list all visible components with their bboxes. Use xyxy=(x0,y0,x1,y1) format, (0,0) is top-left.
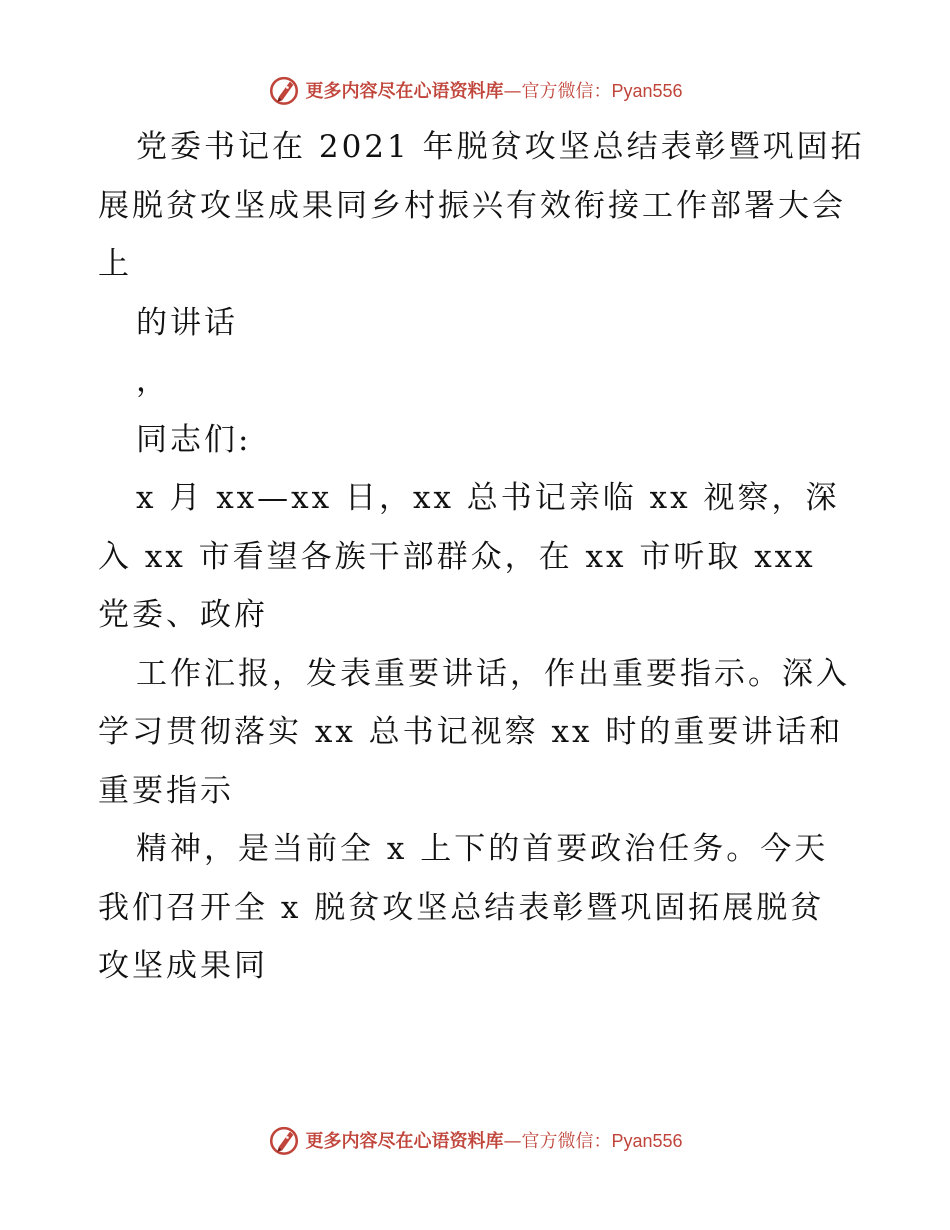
paragraph-line: 攻坚成果同 xyxy=(98,948,268,984)
paragraph-line: 我们召开全 x 脱贫攻坚总结表彰暨巩固拓展脱贫 xyxy=(98,889,825,926)
watermark-text xyxy=(305,1127,682,1153)
paragraph-line: 工作汇报，发表重要讲话，作出重要指示。深入 xyxy=(136,655,850,692)
footer-watermark-banner xyxy=(0,1120,950,1160)
title-line-4: 的讲话 xyxy=(136,304,238,341)
pen-nib-logo-icon xyxy=(267,73,301,107)
watermark-brand: 更多内容尽在心语资料库 xyxy=(305,1131,504,1152)
paragraph-line: x 月 xx—xx 日，xx 总书记亲临 xx 视察，深 xyxy=(136,480,840,516)
paragraph-line: 学习贯彻落实 xx 总书记视察 xx 时的重要讲话和 xyxy=(98,714,844,750)
watermark-text xyxy=(305,77,682,103)
pen-nib-logo-icon xyxy=(267,1123,301,1157)
watermark-contact-id: Pyan556 xyxy=(611,1131,683,1151)
document-body xyxy=(98,118,865,996)
watermark-separator: — xyxy=(503,81,522,102)
stray-comma-line: ， xyxy=(136,363,170,399)
paragraph-line: 精神，是当前全 x 上下的首要政治任务。今天 xyxy=(136,831,829,867)
watermark-contact-label: 官方微信： xyxy=(521,81,612,102)
title-line-1: 党委书记在 2021 年脱贫攻坚总结表彰暨巩固拓 xyxy=(136,129,865,165)
watermark-separator: — xyxy=(503,1131,522,1152)
title-line-2: 展脱贫攻坚成果同乡村振兴有效衔接工作部署大会 xyxy=(98,187,846,224)
paragraph-line: 党委、政府 xyxy=(98,597,268,633)
watermark-brand: 更多内容尽在心语资料库 xyxy=(305,81,504,102)
paragraph-line: 入 xx 市看望各族干部群众，在 xx 市听取 xxx xyxy=(98,538,816,575)
title-line-3: 上 xyxy=(98,246,132,282)
paragraph-line: 重要指示 xyxy=(98,772,234,809)
watermark-contact-id: Pyan556 xyxy=(611,81,683,101)
watermark-contact-label: 官方微信： xyxy=(521,1131,612,1152)
salutation: 同志们: xyxy=(136,421,252,458)
header-watermark-banner xyxy=(0,70,950,110)
